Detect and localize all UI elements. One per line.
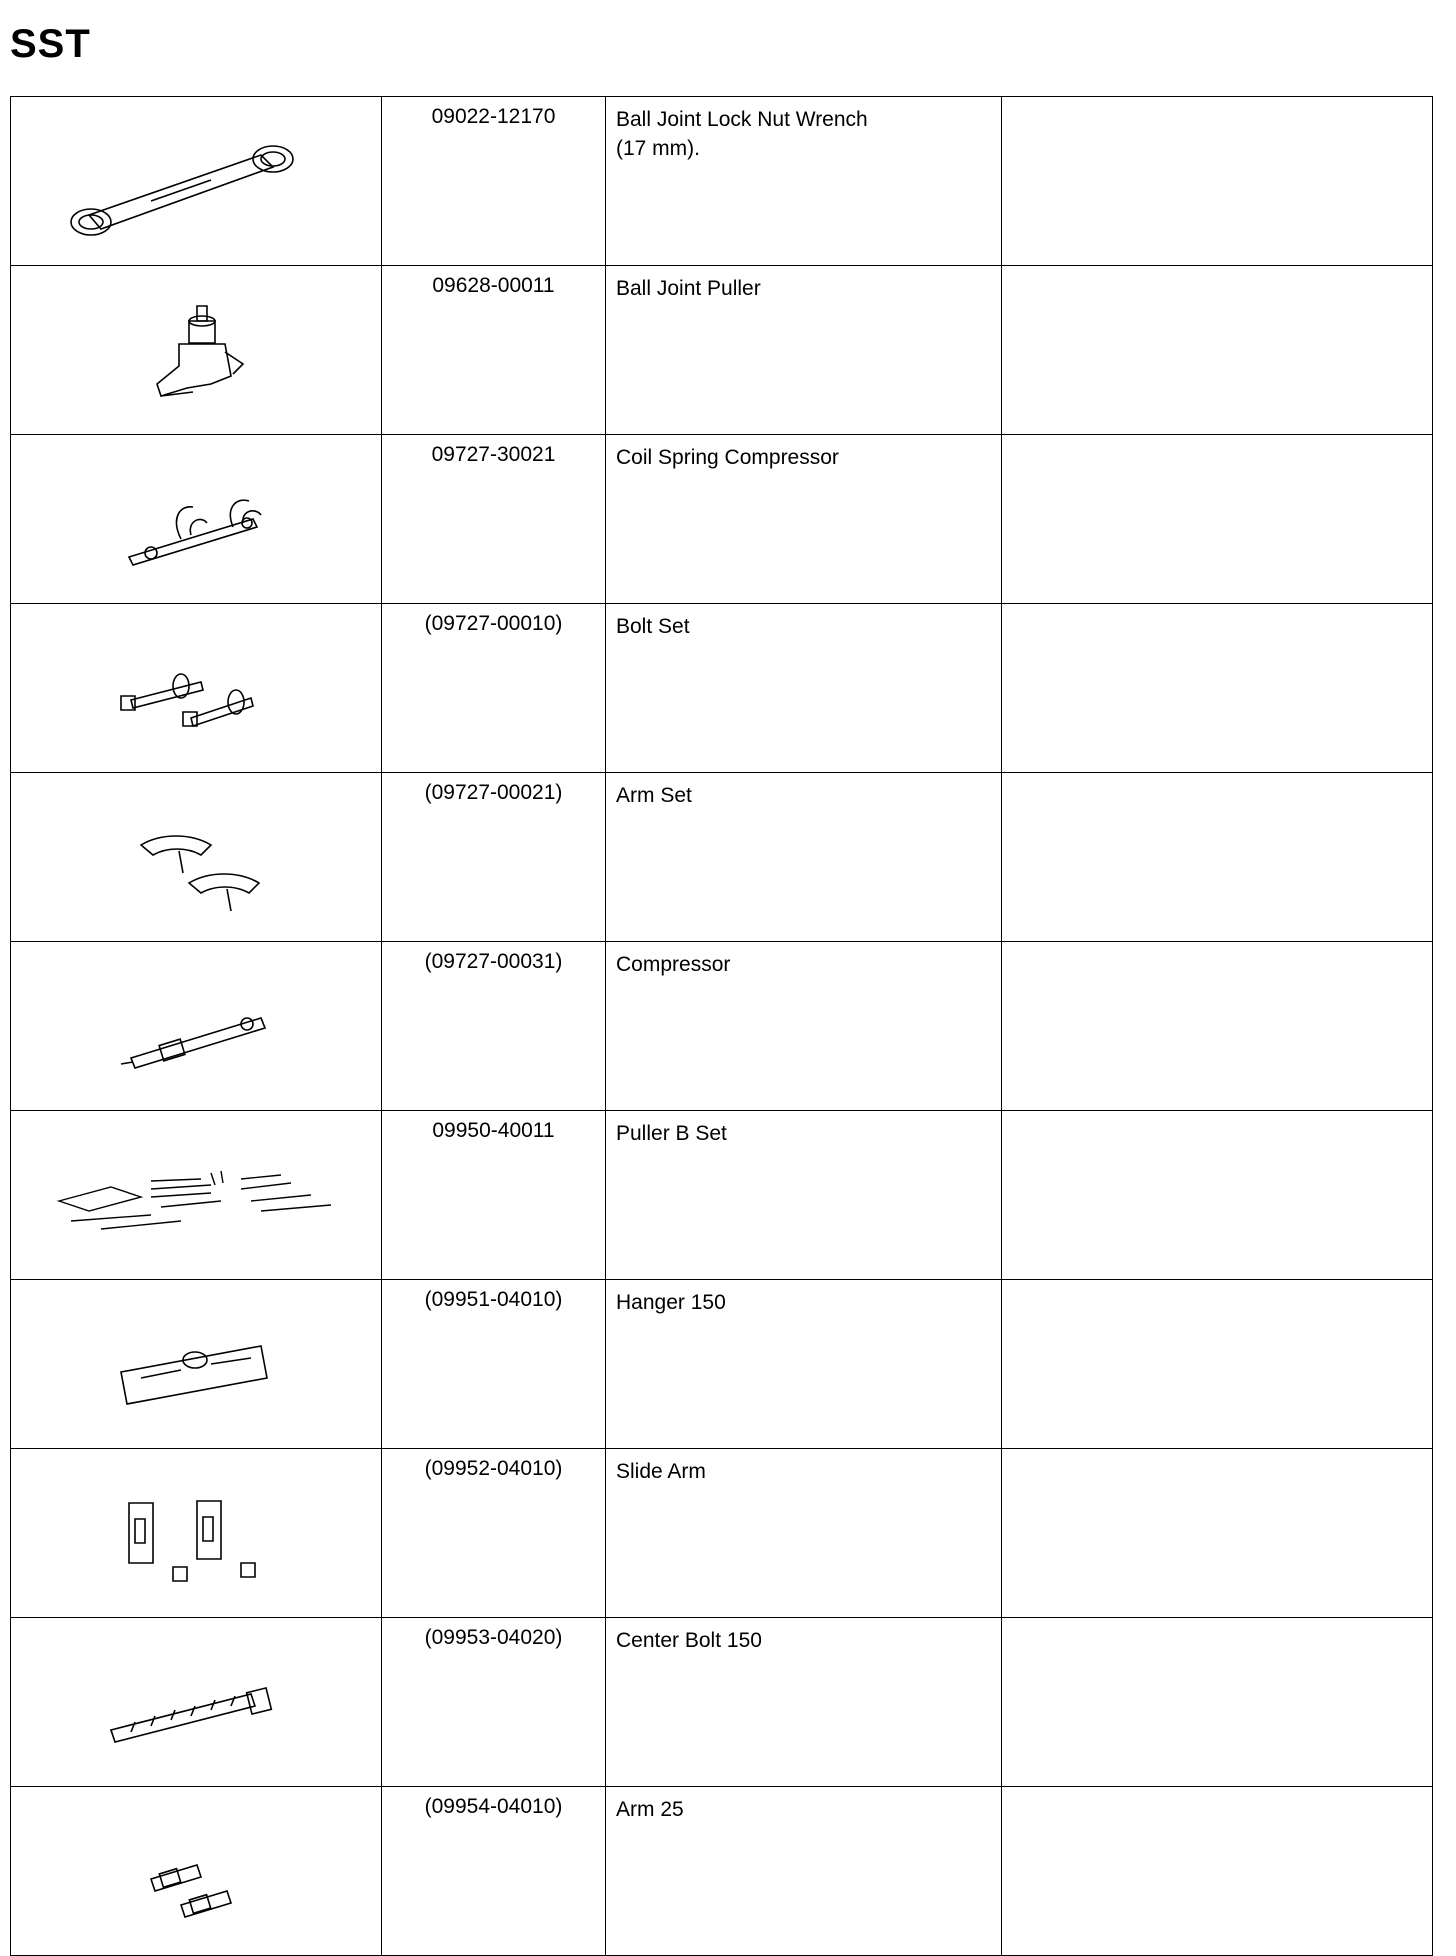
- table-row: [11, 266, 1433, 435]
- coil-spring-compressor-icon: [11, 435, 381, 595]
- tool-image-cell: [11, 266, 382, 435]
- part-number: 09727-30021: [382, 435, 606, 604]
- ball-joint-puller-icon: [11, 266, 381, 426]
- table-row: [11, 1449, 1433, 1618]
- part-number: 09022-12170: [382, 97, 606, 266]
- tool-image-cell: [11, 1449, 382, 1618]
- compressor-icon: [11, 942, 381, 1102]
- sst-table: [10, 96, 1433, 1956]
- part-number: 09628-00011: [382, 266, 606, 435]
- tool-name: Center Bolt 150: [606, 1618, 1002, 1787]
- tool-image-cell: [11, 1618, 382, 1787]
- table-row: [11, 435, 1433, 604]
- tool-image-cell: [11, 1280, 382, 1449]
- puller-b-set-icon: [11, 1111, 381, 1271]
- tool-name: Ball Joint Lock Nut Wrench (17 mm).: [606, 97, 1002, 266]
- table-row: [11, 1787, 1433, 1956]
- table-row: [11, 1618, 1433, 1787]
- tool-name: Hanger 150: [606, 1280, 1002, 1449]
- note-cell: [1002, 1787, 1433, 1956]
- part-number: (09953-04020): [382, 1618, 606, 1787]
- part-number: (09727-00021): [382, 773, 606, 942]
- tool-image-cell: [11, 773, 382, 942]
- part-number: 09950-40011: [382, 1111, 606, 1280]
- lock-nut-wrench-icon: [11, 97, 381, 257]
- part-number: (09951-04010): [382, 1280, 606, 1449]
- hanger-icon: [11, 1280, 381, 1440]
- table-row: [11, 97, 1433, 266]
- tool-name: Ball Joint Puller: [606, 266, 1002, 435]
- note-cell: [1002, 1449, 1433, 1618]
- table-row: [11, 773, 1433, 942]
- tool-image-cell: [11, 435, 382, 604]
- page-title: SST: [10, 22, 91, 66]
- part-number: (09727-00031): [382, 942, 606, 1111]
- part-number: (09952-04010): [382, 1449, 606, 1618]
- note-cell: [1002, 266, 1433, 435]
- arm-set-icon: [11, 773, 381, 933]
- table-row: [11, 1111, 1433, 1280]
- tool-name: Slide Arm: [606, 1449, 1002, 1618]
- note-cell: [1002, 1618, 1433, 1787]
- note-cell: [1002, 1280, 1433, 1449]
- tool-name: Bolt Set: [606, 604, 1002, 773]
- part-number: (09727-00010): [382, 604, 606, 773]
- table-row: [11, 942, 1433, 1111]
- tool-name: Arm 25: [606, 1787, 1002, 1956]
- arm-25-icon: [11, 1787, 381, 1947]
- note-cell: [1002, 942, 1433, 1111]
- note-cell: [1002, 604, 1433, 773]
- slide-arm-icon: [11, 1449, 381, 1609]
- tool-name: Arm Set: [606, 773, 1002, 942]
- tool-name: Compressor: [606, 942, 1002, 1111]
- tool-image-cell: [11, 1111, 382, 1280]
- table-row: [11, 1280, 1433, 1449]
- tool-image-cell: [11, 604, 382, 773]
- note-cell: [1002, 435, 1433, 604]
- note-cell: [1002, 1111, 1433, 1280]
- bolt-set-icon: [11, 604, 381, 764]
- tool-name: Puller B Set: [606, 1111, 1002, 1280]
- tool-image-cell: [11, 1787, 382, 1956]
- note-cell: [1002, 97, 1433, 266]
- tool-image-cell: [11, 942, 382, 1111]
- note-cell: [1002, 773, 1433, 942]
- table-row: [11, 604, 1433, 773]
- tool-name: Coil Spring Compressor: [606, 435, 1002, 604]
- tool-image-cell: [11, 97, 382, 266]
- part-number: (09954-04010): [382, 1787, 606, 1956]
- center-bolt-icon: [11, 1618, 381, 1778]
